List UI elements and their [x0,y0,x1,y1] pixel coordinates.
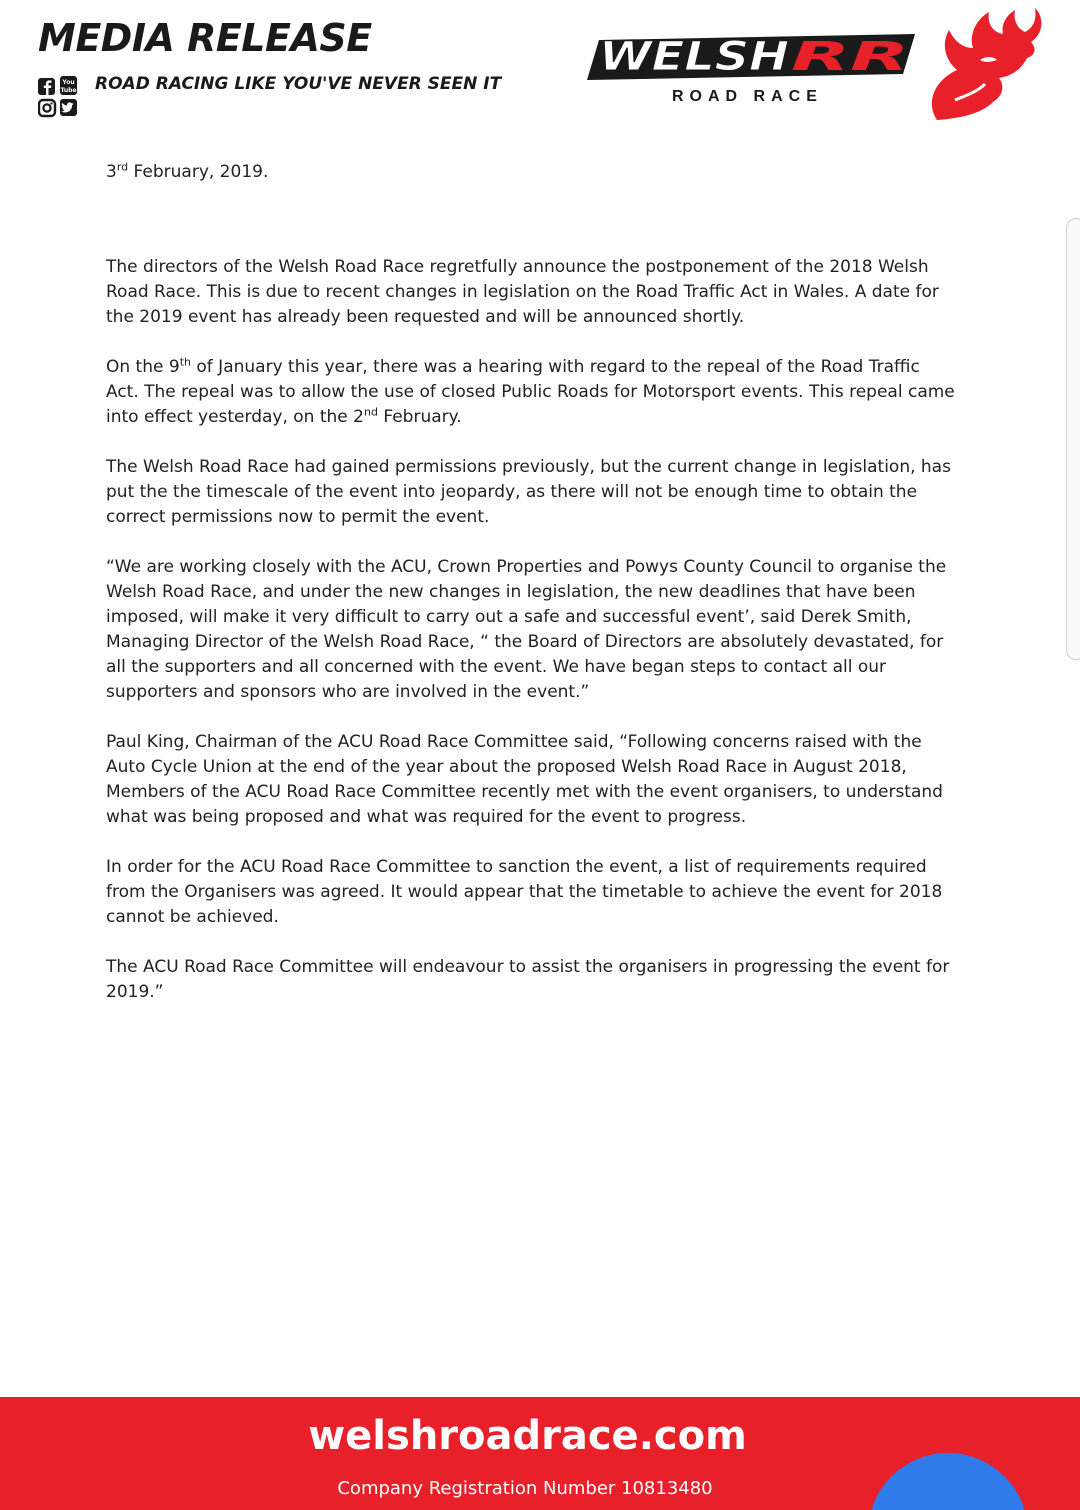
twitter-icon[interactable] [60,99,77,116]
paragraph-permissions: The Welsh Road Race had gained permissions previously, but the current change in legislation, has put the the timescale of the event into jeopardy, as there will not be enough time to obtain the correct permissions now to permit the event. [106,457,951,527]
facebook-icon[interactable] [38,78,55,95]
footer-banner [0,1397,1080,1510]
logo-word-welsh: WELSH [599,34,789,80]
dragon-icon [932,8,1042,120]
welsh-rr-logo [585,0,1045,125]
footer-website[interactable]: welshroadrace.com [308,1413,747,1459]
paragraph-quote-paul-king: Paul King, Chairman of the ACU Road Race Committee said, “Following concerns raised with the Auto Cycle Union at the end of the year about the proposed Welsh Road Race in August 2018, Members of the ACU Road Race Committee recently met with the event organisers, to understand what was being proposed and what was required for the event to progress. [106,732,943,827]
footer-registration: Company Registration Number 10813480 [337,1478,713,1499]
page-title: MEDIA RELEASE [38,16,372,60]
youtube-icon[interactable] [60,76,77,95]
paragraph-repeal: On the 9th of January this year, there was a hearing with regard to the repeal of the Road Traffic Act. The repeal was to allow the use of closed Public Roads for Motorsport events. This repeal came into effect yesterday, on the 2nd February. [106,355,955,427]
social-icons [38,76,80,118]
release-body [106,160,956,1030]
side-scroll-handle[interactable] [1066,218,1080,660]
paragraph-assist: The ACU Road Race Committee will endeavour to assist the organisers in progressing the event for 2019.” [106,957,950,1002]
paragraph-quote-derek-smith: “We are working closely with the ACU, Crown Properties and Powys County Council to organise the Welsh Road Race, and under the new changes in legislation, the new deadlines that have been imposed, will make it very difficult to carry out a safe and successful event’, said Derek Smith, Managing Director of the Welsh Road Race, “ the Board of Directors are absolutely devastated, for all the supporters and all concerned with the event. We have began steps to contact all our supporters and sponsors who are involved in the event.” [106,557,947,702]
paragraph-postponement: The directors of the Welsh Road Race regretfully announce the postponement of the 2018 Welsh Road Race. This is due to recent changes in legislation on the Road Traffic Act in Wales. A date for the 2019 event has already been requested and will be announced shortly. [106,257,939,327]
logo-word-rr: RR [791,34,909,80]
tagline: ROAD RACING LIKE YOU'VE NEVER SEEN IT [95,74,502,94]
paragraph-requirements: In order for the ACU Road Race Committee to sanction the event, a list of requirements required from the Organisers was agreed. It would appear that the timetable to achieve the event for 2018 cannot be achieved. [106,857,943,927]
logo-subtitle: ROAD RACE [672,88,823,105]
instagram-icon[interactable] [39,100,55,116]
release-date: 3rd February, 2019. [106,160,269,182]
svg-text:You: You [62,79,75,86]
svg-text:Tube: Tube [60,87,77,94]
floating-action-button[interactable] [868,1453,1028,1510]
